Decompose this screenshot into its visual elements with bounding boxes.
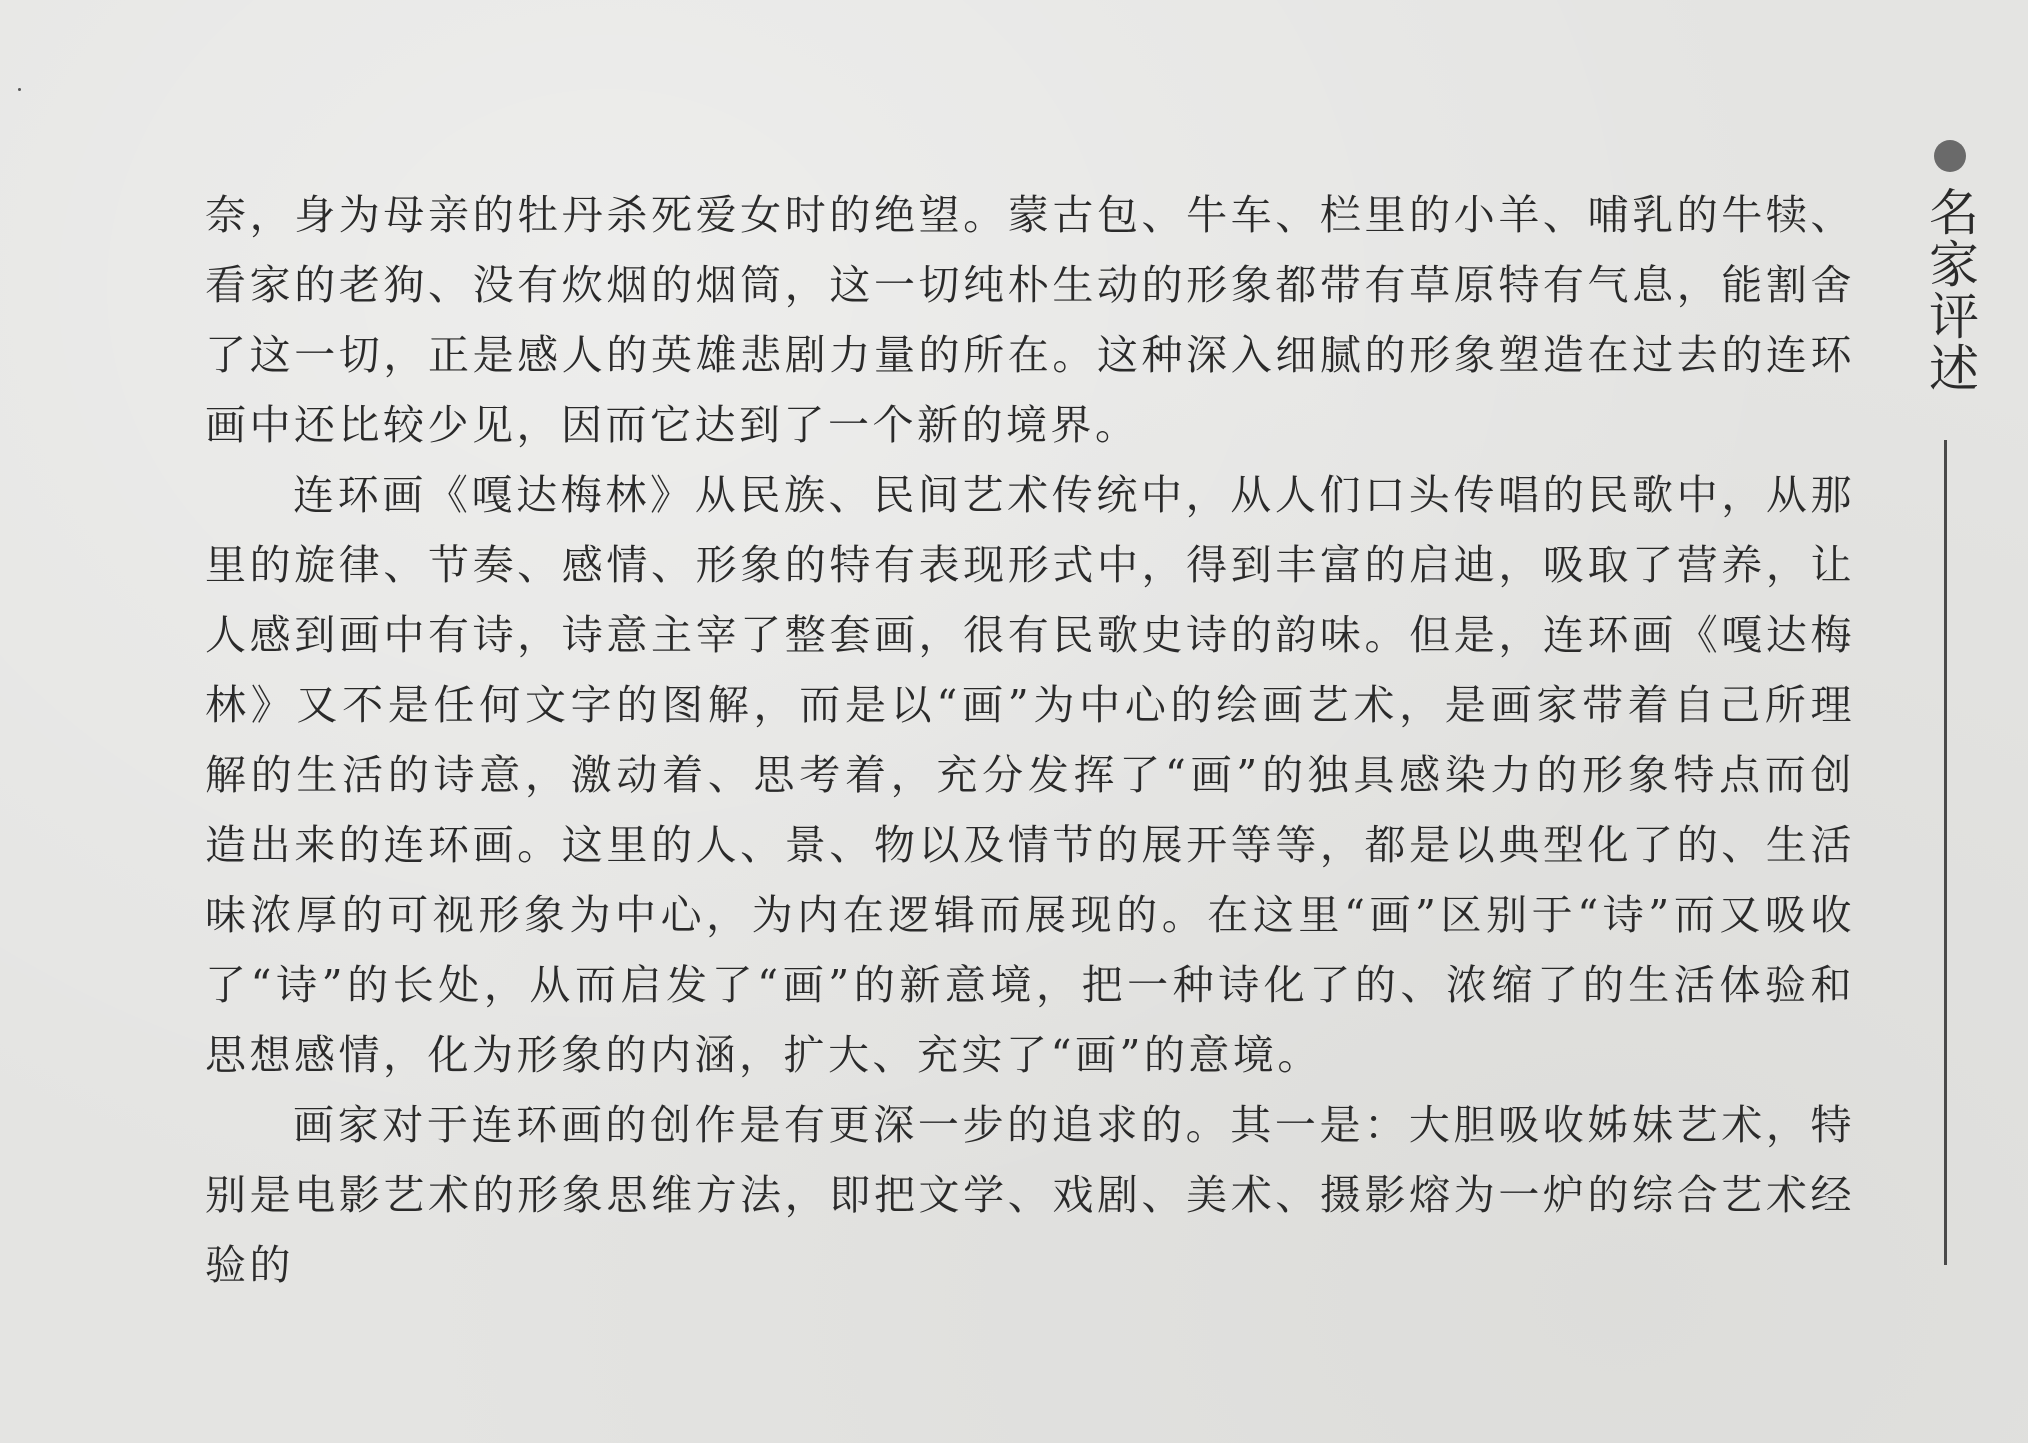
paragraph-2: 连环画《嘎达梅林》从民族、民间艺术传统中，从人们口头传唱的民歌中，从那里的旋律、节奏、感情、形象的特有表现形式中，得到丰富的启迪，吸取了营养，让人感到画中有诗，诗意主宰了整套画，很有民歌史诗的韵味。但是，连环画《嘎达梅林》又不是任何文字的图解，而是以“画”为中心的绘画艺术，是画家带着自己所理解的生活的诗意，激动着、思考着，充分发挥了“画”的独具感染力的形象特点而创造出来的连环画。这里的人、景、物以及情节的展开等等，都是以典型化了的、生活味浓厚的可视形象为中心，为内在逻辑而展现的。在这里“画”区别于“诗”而又吸收了“诗”的长处，从而启发了“画”的新意境，把一种诗化了的、浓缩了的生活体验和思想感情，化为形象的内涵，扩大、充实了“画”的意境。	[205, 471, 1855, 1079]
body-text	[205, 180, 1855, 1300]
paper-speck	[18, 88, 21, 91]
paragraph-1: 奈，身为母亲的牡丹杀死爱女时的绝望。蒙古包、牛车、栏里的小羊、哺乳的牛犊、看家的老狗、没有炊烟的烟筒，这一切纯朴生动的形象都带有草原特有气息，能割舍了这一切，正是感人的英雄悲剧力量的所在。这种深入细腻的形象塑造在过去的连环画中还比较少见，因而它达到了一个新的境界。	[205, 191, 1855, 449]
section-side-label	[1920, 140, 1980, 394]
section-title: 名家评述	[1921, 186, 1979, 394]
bullet-dot-icon	[1934, 140, 1966, 172]
side-vertical-rule	[1944, 440, 1947, 1265]
paragraph-3: 画家对于连环画的创作是有更深一步的追求的。其一是：大胆吸收姊妹艺术，特别是电影艺术的形象思维方法，即把文学、戏剧、美术、摄影熔为一炉的综合艺术经验的	[205, 1101, 1855, 1289]
